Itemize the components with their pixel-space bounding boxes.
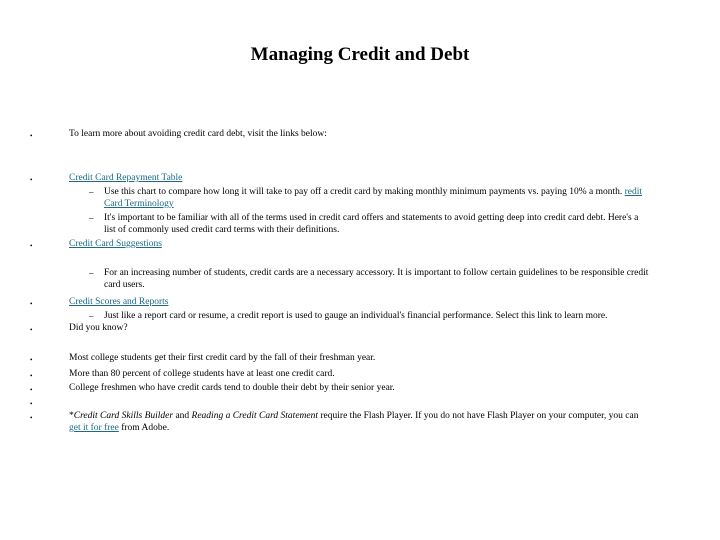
flash-note-title-1: Credit Card Skills Builder xyxy=(73,411,174,421)
fact-2: More than 80 percent of college students have at least one credit card. xyxy=(69,369,335,379)
fact-3: College freshmen who have credit cards tend to double their debt by their senior year. xyxy=(69,383,395,393)
intro-text: To learn more about avoiding credit card debt, visit the links below: xyxy=(69,129,327,139)
bullet: • xyxy=(30,132,33,140)
flash-note-end: from Adobe. xyxy=(118,423,170,433)
link-repayment-table[interactable]: Credit Card Repayment Table xyxy=(69,173,183,183)
dash: – xyxy=(89,311,94,321)
bullet: • xyxy=(30,356,33,364)
bullet: • xyxy=(30,372,33,380)
link-get-it-free[interactable]: get it for free xyxy=(69,423,119,433)
fact-1: Most college students get their first credit card by the fall of their freshman year. xyxy=(69,353,376,363)
flash-note-and: and xyxy=(173,411,192,421)
scores-description: Just like a report card or resume, a credit report is used to gauge an individual's financial performance. Select this link to learn more. xyxy=(104,311,608,321)
dash: – xyxy=(89,187,94,197)
flash-note-title-2: Reading a Credit Card Statement xyxy=(191,411,319,421)
page-title: Managing Credit and Debt xyxy=(250,44,470,65)
bullet: • xyxy=(30,386,33,394)
asterisk: * xyxy=(69,411,74,421)
repayment-description xyxy=(104,186,674,198)
did-you-know: Did you know? xyxy=(69,323,128,333)
dash: – xyxy=(89,213,94,223)
link-scores-reports[interactable]: Credit Scores and Reports xyxy=(69,297,169,307)
repayment-desc-text: Use this chart to compare how long it will take to pay off a credit card by making monthly minimum payments vs. paying 10% a month. xyxy=(104,187,623,197)
bullet: • xyxy=(30,300,33,308)
link-terminology-part1[interactable]: redit xyxy=(624,187,643,197)
bullet: • xyxy=(30,414,33,422)
suggestions-line-1: For an increasing number of students, credit cards are a necessary accessory. It is important to follow certain guidelines to be responsible credit xyxy=(104,268,649,278)
bullet: • xyxy=(30,176,33,184)
dash: – xyxy=(89,268,94,278)
link-suggestions[interactable]: Credit Card Suggestions xyxy=(69,239,162,249)
flash-note-rest: require the Flash Player. If you do not have Flash Player on your computer, you can xyxy=(318,411,639,421)
link-terminology-part2[interactable]: Card Terminology xyxy=(104,199,174,209)
suggestions-line-2: card users. xyxy=(104,280,145,290)
flash-note-line-2 xyxy=(69,422,169,434)
flash-note-line-1 xyxy=(69,410,709,422)
terminology-line-1: It's important to be familiar with all of the terms used in credit card offers and statements to avoid getting deep into credit card debt. Here's a xyxy=(104,213,639,223)
bullet: • xyxy=(30,400,33,408)
bullet: • xyxy=(30,242,33,250)
bullet: • xyxy=(30,326,33,334)
terminology-line-2: list of commonly used credit card terms with their definitions. xyxy=(104,225,340,235)
